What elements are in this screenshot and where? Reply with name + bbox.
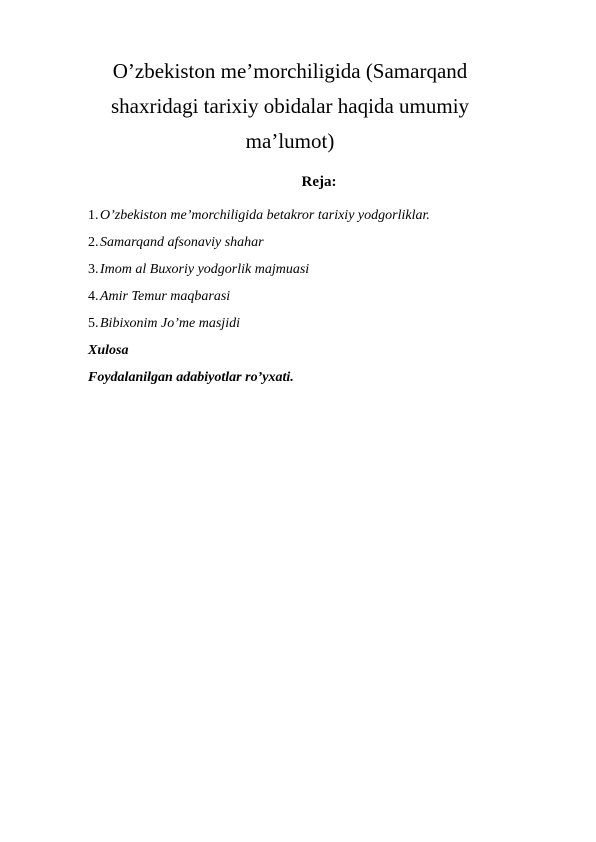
plan-item <box>88 283 528 310</box>
plan-item-text: Samarqand afsonaviy shahar <box>100 235 264 250</box>
plan-item <box>88 256 528 283</box>
plan-item-number: 5. <box>88 316 99 331</box>
plan-item-text: Amir Temur maqbarasi <box>100 289 231 304</box>
plan-item <box>88 202 528 229</box>
title-line-2: shaxridagi tarixiy obidalar haqida umumiy <box>110 94 470 118</box>
plan-item <box>88 310 528 337</box>
plan-item-number: 3. <box>88 262 99 277</box>
document-title <box>80 54 500 159</box>
plan-item-number: 4. <box>88 289 99 304</box>
plan-item-number: 1. <box>88 208 99 223</box>
plan-item-text: Bibixonim Jo’me masjidi <box>100 316 240 331</box>
plan-heading: Reja: <box>301 174 337 190</box>
plan-item-text: O’zbekiston me’morchiligida betakror tarixiy yodgorliklar. <box>100 208 430 223</box>
plan-item-number: 2. <box>88 235 99 250</box>
references-heading: Foydalanilgan adabiyotlar ro’yxati. <box>88 370 294 385</box>
plan-list <box>88 202 528 337</box>
plan-item <box>88 229 528 256</box>
title-line-1: O’zbekiston me’morchiligida (Samarqand <box>112 59 468 83</box>
plan-item-text: Imom al Buxoriy yodgorlik majmuasi <box>100 262 310 277</box>
conclusion-heading: Xulosa <box>88 343 129 358</box>
title-line-3: ma’lumot) <box>245 129 335 153</box>
